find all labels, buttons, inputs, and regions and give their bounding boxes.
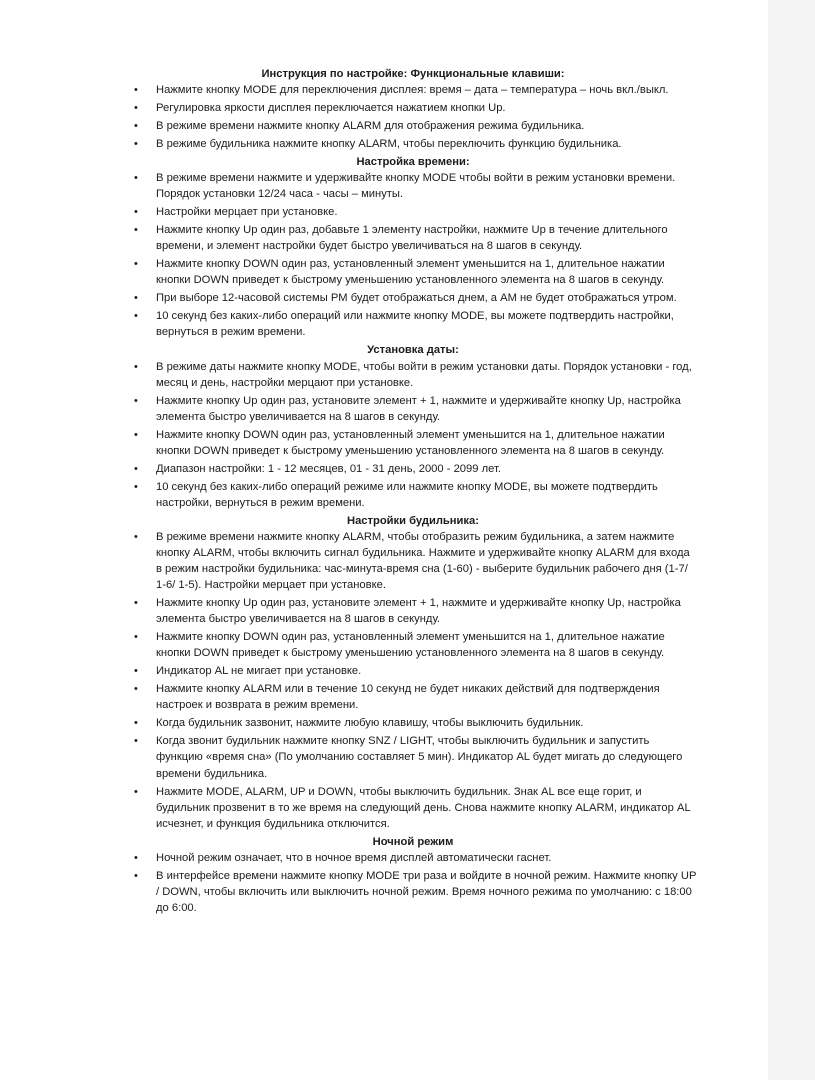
side-margin-strip <box>768 0 815 1080</box>
list-item <box>128 290 698 306</box>
list-item <box>128 479 698 511</box>
list-item <box>128 170 698 202</box>
bullet-list <box>128 82 698 152</box>
bullet-list <box>128 359 698 511</box>
bullet-icon: • <box>134 462 138 475</box>
bullet-icon: • <box>134 631 138 644</box>
bullet-icon: • <box>134 717 138 730</box>
list-item <box>128 359 698 391</box>
list-item <box>128 308 698 340</box>
list-item-text: Нажмите кнопку Up один раз, установите элемент + 1, нажмите и удерживайте кнопку Up, настройка элемента быстро увеличивается на 8 шагов в секунду. <box>156 597 681 626</box>
list-item <box>128 629 698 661</box>
bullet-list <box>128 529 698 832</box>
bullet-icon: • <box>134 597 138 610</box>
list-item <box>128 715 698 731</box>
bullet-icon: • <box>134 869 138 882</box>
bullet-icon: • <box>134 665 138 678</box>
list-item-text: В режиме времени нажмите кнопку ALARM, чтобы отобразить режим будильника, а затем нажмите кнопку ALARM, чтобы включить сигнал будильника. Нажмите и удерживайте кнопку ALARM для входа в режим настройки будильника: час-минута-время сна (1-60) - выберите будильник рабочего дня (1-7/ 1-6/ 1-5). Настройки мерцает при установке. <box>156 530 690 592</box>
list-item <box>128 100 698 116</box>
list-item <box>128 204 698 220</box>
section-heading: Настройка времени: <box>356 156 470 169</box>
list-item-text: В интерфейсе времени нажмите кнопку MODE три раза и войдите в ночной режим. Нажмите кнопку UP / DOWN, чтобы включить или выключить ночной режим. Время ночного режима по умолчанию: с 18:00 до 6:00. <box>156 869 697 914</box>
bullet-list <box>128 170 698 340</box>
list-item-text: Нажмите кнопку Up один раз, установите элемент + 1, нажмите и удерживайте кнопку Up, настройка элемента быстро увеличивается на 8 шагов в секунду. <box>156 394 681 423</box>
list-item-text: Нажмите кнопку DOWN один раз, установленный элемент уменьшится на 1, длительное нажатии кнопки DOWN приведет к быстрому уменьшению установленного элемента на 8 шагов в секунду. <box>156 428 665 457</box>
list-item <box>128 118 698 134</box>
list-item-text: В режиме времени нажмите и удерживайте кнопку MODE чтобы войти в режим установки времени. Порядок установки 12/24 часа - часы – минуты. <box>156 172 676 201</box>
bullet-icon: • <box>134 360 138 373</box>
bullet-icon: • <box>134 102 138 115</box>
list-item-text: 10 секунд без каких-либо операций или нажмите кнопку MODE, вы можете подтвердить настройки, вернуться в режим времени. <box>156 310 674 339</box>
bullet-icon: • <box>134 394 138 407</box>
bullet-icon: • <box>134 785 138 798</box>
list-item-text: Регулировка яркости дисплея переключается нажатием кнопки Up. <box>156 102 506 115</box>
list-item-text: Индикатор AL не мигает при установке. <box>156 665 362 678</box>
list-item-text: Нажмите кнопку MODE для переключения дисплея: время – дата – температура – ночь вкл./выкл. <box>156 84 669 97</box>
bullet-icon: • <box>134 120 138 133</box>
list-item-text: Диапазон настройки: 1 - 12 месяцев, 01 - 31 день, 2000 - 2099 лет. <box>156 462 501 475</box>
bullet-list <box>128 850 698 916</box>
list-item <box>128 393 698 425</box>
list-item-text: Когда звонит будильник нажмите кнопку SNZ / LIGHT, чтобы выключить будильник и запустить функцию «время сна» (По умолчанию составляет 5 мин). Индикатор AL будет мигать до следующего времени будильника. <box>156 735 683 780</box>
bullet-icon: • <box>134 480 138 493</box>
list-item <box>128 82 698 98</box>
list-item-text: Нажмите кнопку ALARM или в течение 10 секунд не будет никаких действий для подтверждения настроек и возврата в режим времени. <box>156 683 660 712</box>
list-item-text: В режиме будильника нажмите кнопку ALARM, чтобы переключить функцию будильника. <box>156 138 622 151</box>
bullet-icon: • <box>134 683 138 696</box>
section-heading: Ночной режим <box>372 835 454 848</box>
list-item <box>128 256 698 288</box>
list-item-text: 10 секунд без каких-либо операций режиме или нажмите кнопку MODE, вы можете подтвердить настройки, вернуться в режим времени. <box>156 480 658 509</box>
bullet-icon: • <box>134 735 138 748</box>
section-heading: Установка даты: <box>367 344 459 357</box>
list-item-text: Нажмите кнопку DOWN один раз, установленный элемент уменьшится на 1, длительное нажатие кнопки DOWN приведет к быстрому уменьшению установленного элемента на 8 шагов в секунду. <box>156 631 665 660</box>
bullet-icon: • <box>134 851 138 864</box>
list-item <box>128 136 698 152</box>
list-item <box>128 733 698 781</box>
list-item <box>128 222 698 254</box>
list-item <box>128 529 698 593</box>
list-item <box>128 681 698 713</box>
bullet-icon: • <box>134 258 138 271</box>
instruction-document <box>128 66 698 918</box>
list-item <box>128 595 698 627</box>
bullet-icon: • <box>134 428 138 441</box>
list-item-text: Настройки мерцает при установке. <box>156 206 338 219</box>
bullet-icon: • <box>134 530 138 543</box>
list-item <box>128 427 698 459</box>
bullet-icon: • <box>134 172 138 185</box>
list-item <box>128 868 698 916</box>
bullet-icon: • <box>134 292 138 305</box>
list-item-text: При выборе 12-часовой системы PM будет отображаться днем, а AM не будет отображаться утром. <box>156 292 677 305</box>
bullet-icon: • <box>134 138 138 151</box>
list-item <box>128 663 698 679</box>
list-item-text: В режиме даты нажмите кнопку MODE, чтобы войти в режим установки даты. Порядок установки - год, месяц и день, настройки мерцают при установке. <box>156 360 692 389</box>
bullet-icon: • <box>134 84 138 97</box>
section-heading: Настройки будильника: <box>347 514 479 527</box>
list-item-text: Нажмите кнопку DOWN один раз, установленный элемент уменьшится на 1, длительное нажатии кнопки DOWN приведет к быстрому уменьшению установленного элемента на 8 шагов в секунду. <box>156 258 665 287</box>
list-item <box>128 850 698 866</box>
list-item <box>128 461 698 477</box>
bullet-icon: • <box>134 206 138 219</box>
bullet-icon: • <box>134 310 138 323</box>
list-item-text: В режиме времени нажмите кнопку ALARM для отображения режима будильника. <box>156 120 585 133</box>
list-item-text: Ночной режим означает, что в ночное время дисплей автоматически гаснет. <box>156 851 552 864</box>
list-item-text: Нажмите MODE, ALARM, UP и DOWN, чтобы выключить будильник. Знак AL все еще горит, и будильник прозвенит в то же время на следующий день. Снова нажмите кнопку ALARM, индикатор AL исчезнет, и функция будильника отключится. <box>156 785 691 830</box>
bullet-icon: • <box>134 224 138 237</box>
list-item-text: Нажмите кнопку Up один раз, добавьте 1 элементу настройки, нажмите Up в течение длительного времени, и элемент настройки будет быстро увеличиваться на 8 шагов в секунду. <box>156 224 668 253</box>
section-heading: Инструкция по настройке: Функциональные клавиши: <box>261 68 565 80</box>
list-item-text: Когда будильник зазвонит, нажмите любую клавишу, чтобы выключить будильник. <box>156 717 584 730</box>
list-item <box>128 784 698 832</box>
